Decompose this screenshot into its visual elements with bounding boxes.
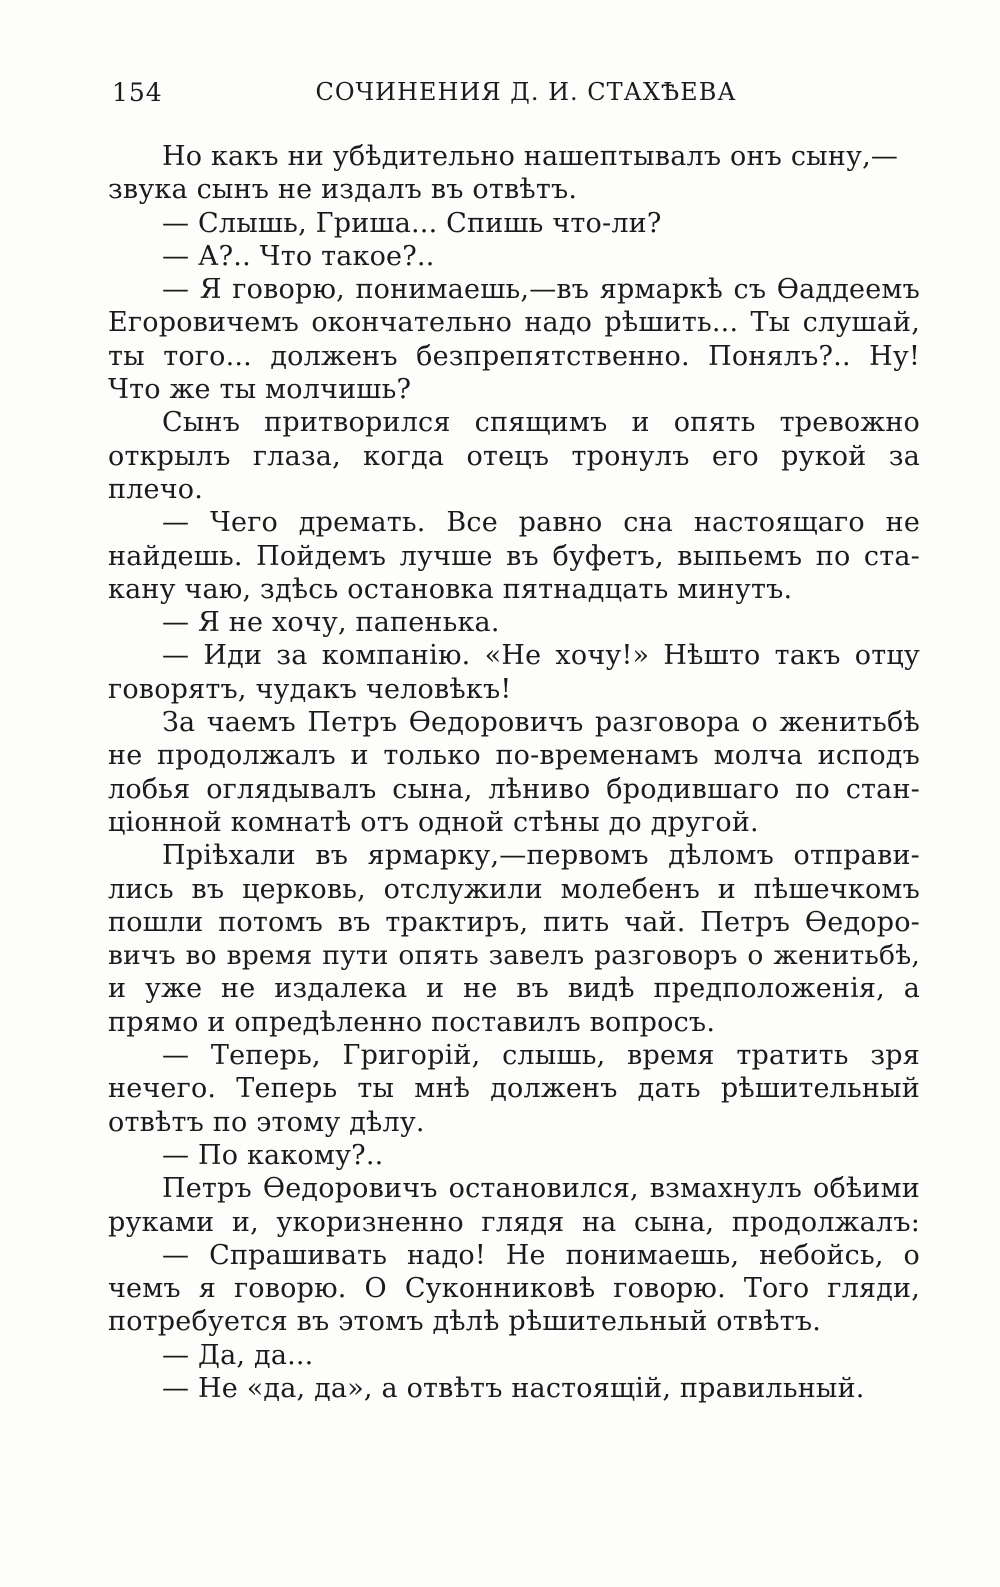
text-line: Пріѣхали въ ярмарку,—первомъ дѣломъ отправи-: [162, 840, 920, 872]
text-line: кану чаю, здѣсь остановка пятнадцать минутъ.: [108, 573, 793, 605]
text-line: — Не «да, да», а отвѣтъ настоящій, правильный.: [162, 1372, 865, 1404]
text-line: открылъ глаза, когда отецъ тронулъ его рукой за: [108, 440, 920, 472]
text-line: — А?.. Что такое?..: [162, 240, 435, 272]
text-line: — Спрашивать надо! Не понимаешь, небойсь, о: [162, 1239, 920, 1271]
text-line: найдешь. Пойдемъ лучше въ буфетъ, выпьемъ по ста-: [108, 540, 920, 572]
text-line: пошли потомъ въ трактиръ, пить чай. Петръ Ѳедоро-: [108, 906, 920, 938]
text-line: звука сынъ не издалъ въ отвѣтъ.: [108, 174, 578, 206]
text-line: нечего. Теперь ты мнѣ долженъ дать рѣшительный: [108, 1073, 920, 1105]
text-line: — По какому?..: [162, 1139, 384, 1171]
text-line: чемъ я говорю. О Суконниковѣ говорю. Того гляди,: [108, 1273, 920, 1305]
text-line: говорятъ, чудакъ человѣкъ!: [108, 673, 512, 705]
text-line: — Чего дремать. Все равно сна настоящаго не: [162, 507, 920, 539]
text-line: лись въ церковь, отслужили молебенъ и пѣшечкомъ: [108, 873, 920, 905]
text-line: Сынъ притворился спящимъ и опять тревожно: [162, 407, 920, 439]
text-line: и уже не издалека и не въ видѣ предположенія, а: [108, 973, 920, 1005]
page-header: [108, 78, 920, 118]
text-line: лобья оглядывалъ сына, лѣниво бродившаго по стан-: [108, 773, 920, 805]
text-line: ты того... долженъ безпрепятственно. Понялъ?.. Ну!: [108, 340, 920, 372]
text-line: отвѣтъ по этому дѣлу.: [108, 1106, 425, 1138]
text-line: потребуется въ этомъ дѣлѣ рѣшительный отвѣтъ.: [108, 1306, 822, 1338]
text-line: не продолжалъ и только по-временамъ молча исподъ: [108, 740, 920, 772]
body-text: [108, 140, 920, 1405]
text-line: — Я говорю, понимаешь,—въ ярмаркѣ съ Ѳаддеемъ: [162, 274, 920, 306]
page-number: 154: [112, 78, 163, 107]
text-line: руками и, укоризненно глядя на сына, продолжалъ:: [108, 1206, 920, 1238]
text-line: — Да, да...: [162, 1339, 314, 1371]
text-line: — Иди за компанію. «Не хочу!» Нѣшто такъ отцу: [162, 640, 920, 672]
text-line: ціонной комнатѣ отъ одной стѣны до другой.: [108, 806, 759, 838]
text-line: прямо и опредѣленно поставилъ вопросъ.: [108, 1006, 716, 1038]
text-line: плечо.: [108, 473, 204, 505]
text-line: За чаемъ Петръ Ѳедоровичъ разговора о женитьбѣ: [162, 707, 920, 739]
text-line: Что же ты молчишь?: [108, 374, 412, 406]
text-line: — Слышь, Гриша... Спишь что-ли?: [162, 207, 662, 239]
text-line: вичъ во время пути опять завелъ разговоръ о женитьбѣ,: [108, 940, 920, 972]
text-line: Но какъ ни убѣдительно нашептывалъ онъ сыну,—: [162, 141, 899, 172]
text-line: — Я не хочу, папенька.: [162, 607, 500, 639]
text-line: Петръ Ѳедоровичъ остановился, взмахнулъ обѣими: [162, 1173, 920, 1205]
running-title: СОЧИНЕНИЯ Д. И. СТАХѢЕВА: [315, 78, 737, 106]
text-line: Егоровичемъ окончательно надо рѣшить... Ты слушай,: [108, 307, 920, 339]
text-line: — Теперь, Григорій, слышь, время тратить зря: [162, 1040, 920, 1072]
